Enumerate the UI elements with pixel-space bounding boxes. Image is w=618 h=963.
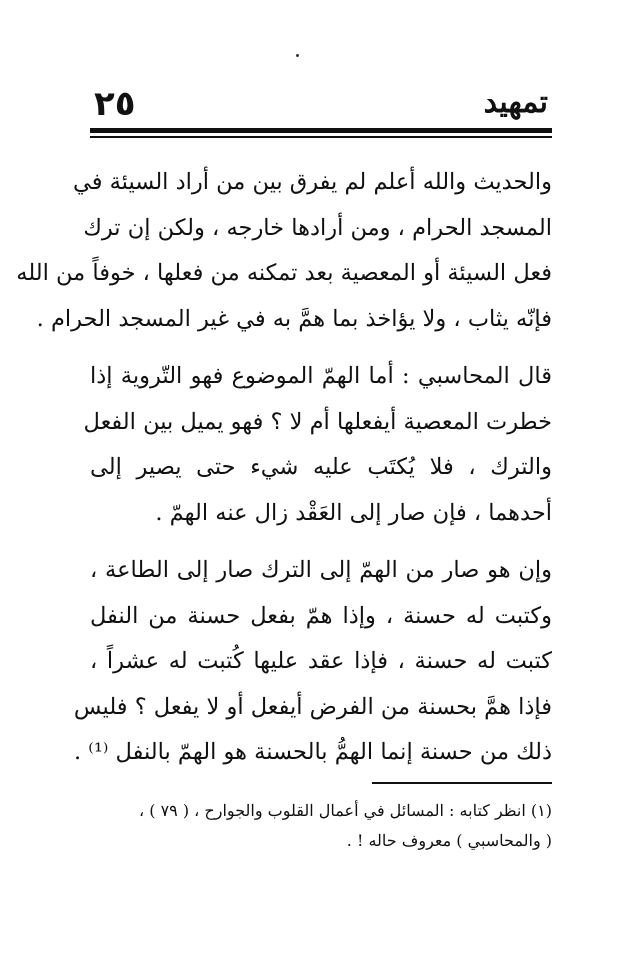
text-line: ذلك من حسنة إنما الهمُّ بالحسنة هو الهمّ بالنفل ⁽¹⁾ . — [74, 739, 552, 765]
text-line: والترك ، فلا يُكتَب عليه شيء حتى يصير إلى — [90, 454, 552, 480]
paragraph-3 — [73, 548, 552, 776]
text-line: فإذا همَّ بحسنة من الفرض أيفعل أو لا يفعل ؟ فليس — [73, 693, 552, 720]
text-line: والحديث والله أعلم لم يفرق بين من أراد السيئة في — [72, 169, 552, 195]
footnote-line: (١) انظر كتابه : المسائل في أعمال القلوب والجوارح ، ( ٧٩ ) ، — [139, 801, 552, 820]
text-line: خطرت المعصية أيفعلها أم لا ؟ فهو يميل بين الفعل — [83, 408, 552, 435]
footnote-separator — [372, 782, 552, 784]
page-number: ٢٥ — [94, 84, 136, 124]
running-title: تمهيد — [483, 85, 548, 120]
footnote-line: ( والمحاسبي ) معروف حاله ! . — [346, 831, 552, 850]
text-line: أحدهما ، فإن صار إلى العَقْد زال عنه الهمّ . — [155, 499, 552, 526]
text-line: قال المحاسبي : أما الهمّ الموضوع فهو التّروية إذا — [90, 363, 552, 389]
text-line: وإن هو صار من الهمّ إلى الترك صار إلى الطاعة ، — [90, 557, 552, 583]
text-line: فعل السيئة أو المعصية بعد تمكنه من فعلها ، خوفاً من الله — [16, 260, 552, 286]
paragraph-2 — [83, 354, 552, 536]
body-text — [16, 160, 552, 788]
paragraph-1 — [16, 160, 552, 342]
text-line: وكتبت له حسنة ، وإذا همّ بفعل حسنة من النفل — [90, 602, 552, 629]
header-rule-thick — [90, 128, 552, 133]
footnotes — [90, 796, 552, 856]
header-rule-thin — [90, 136, 552, 138]
text-line: فإنّه يثاب ، ولا يؤاخذ بما همَّ به في غير المسجد الحرام . — [36, 305, 552, 332]
page-header — [90, 84, 550, 124]
page-mark — [296, 54, 299, 57]
text-line: كتبت له حسنة ، فإذا عقد عليها كُتبت له عشراً ، — [90, 648, 552, 674]
text-line: المسجد الحرام ، ومن أرادها خارجه ، ولكن إن ترك — [83, 214, 552, 241]
